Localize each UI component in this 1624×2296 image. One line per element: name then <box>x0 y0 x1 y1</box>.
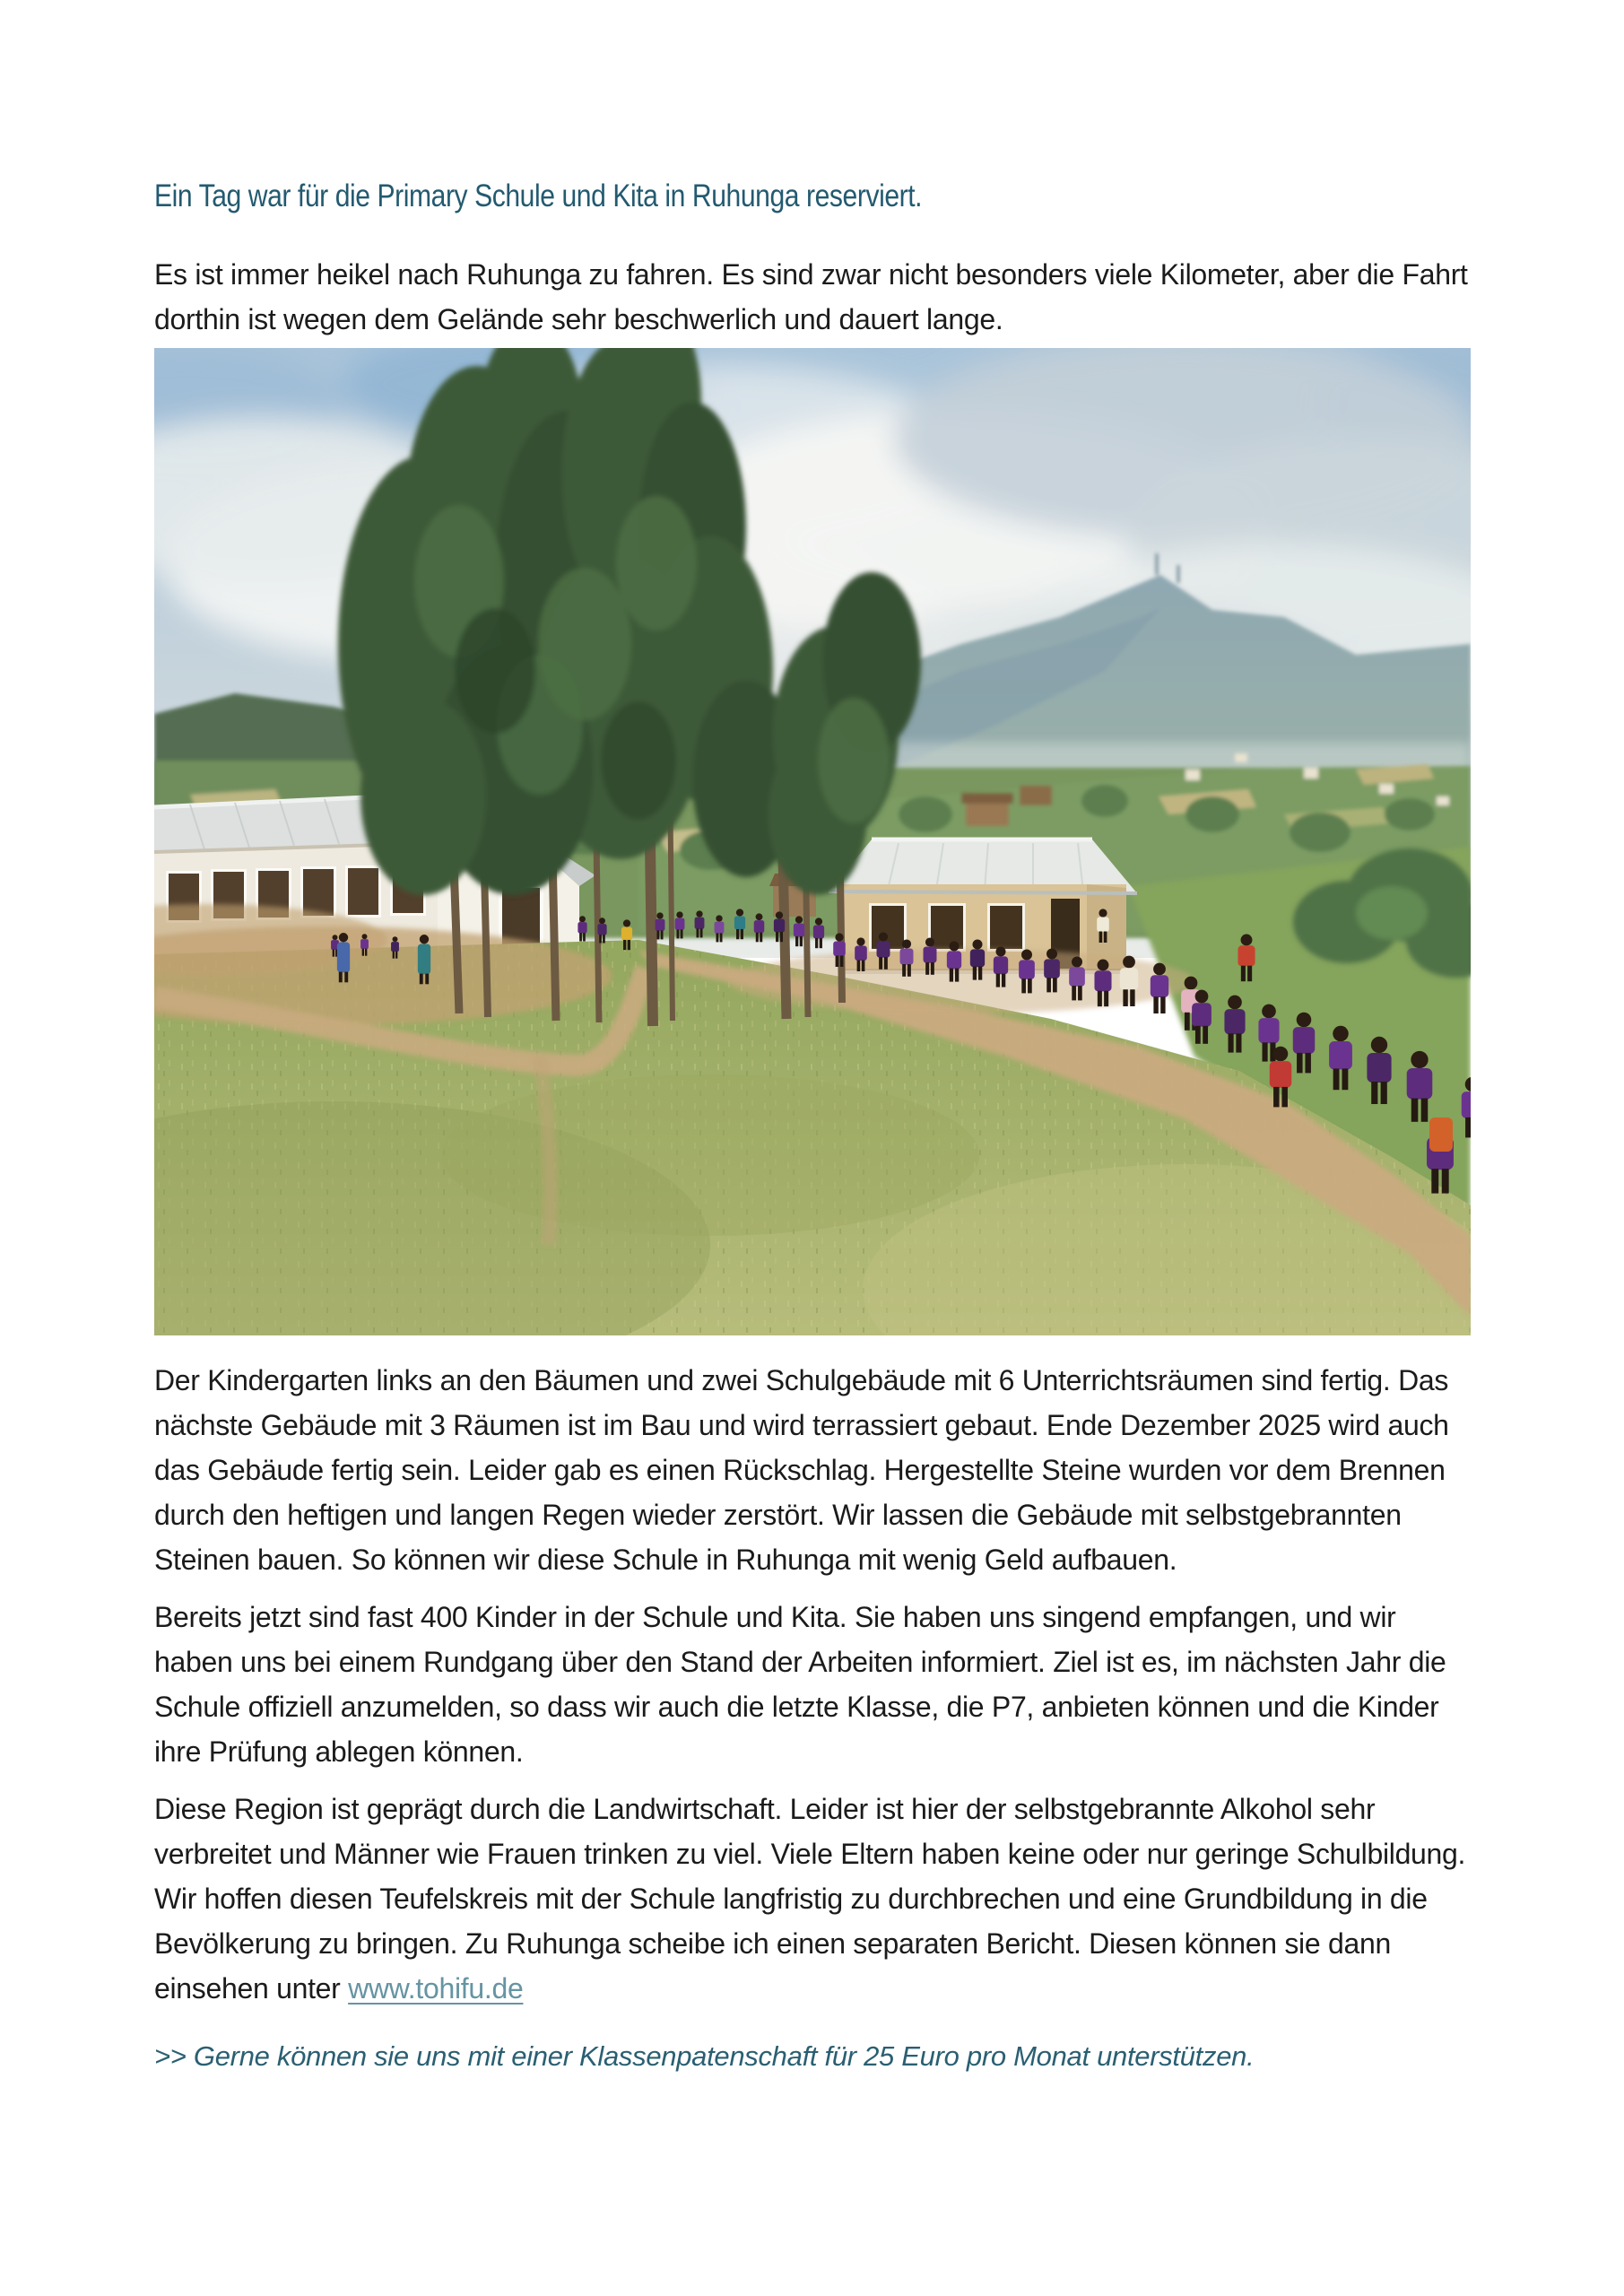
article <box>154 0 1473 2077</box>
page-title: Ein Tag war für die Primary Schule und Kita in Ruhunga reserviert. <box>154 178 923 213</box>
paragraph-buildings: Der Kindergarten links an den Bäumen und zwei Schulgebäude mit 6 Unterrichtsräumen sind fertig. Das nächste Gebäude mit 3 Räumen ist im Bau und wird terrassiert gebaut. Ende Dezember 2025 wird auch das Gebäude fertig sein. Leider gab es einen Rückschlag. Hergestellte Steine wurden vor dem Brennen durch den heftigen und langen Regen wieder zerstört. Wir lassen die Gebäude mit selbstgebrannten Steinen bauen. So können wir diese Schule in Ruhunga mit wenig Geld aufbauen. <box>154 1364 1449 1576</box>
sponsorship-note: >> Gerne können sie uns mit einer Klassenpatenschaft für 25 Euro pro Monat unterstützen. <box>154 2040 1255 2072</box>
paragraph-region <box>154 1787 1473 2011</box>
tohifu-link[interactable]: www.tohifu.de <box>348 1972 524 2005</box>
article-photo <box>154 348 1471 1335</box>
paragraph-region-text: Diese Region ist geprägt durch die Landwirtschaft. Leider ist hier der selbstgebrannte Alkohol sehr verbreitet und Männer wie Frauen trinken zu viel. Viele Eltern haben keine oder nur geringe Schulbildung. Wir hoffen diesen Teufelskreis mit der Schule langfristig zu durchbrechen und eine Grundbildung in die Bevölkerung zu bringen. Zu Ruhunga scheibe ich einen separaten Bericht. Diesen können sie dann einsehen unter <box>154 1793 1466 2005</box>
ruhunga-photo-illustration <box>154 348 1471 1335</box>
paragraph-children: Bereits jetzt sind fast 400 Kinder in der Schule und Kita. Sie haben uns singend empfangen, und wir haben uns bei einem Rundgang über den Stand der Arbeiten informiert. Ziel ist es, im nächsten Jahr die Schule offiziell anzumelden, so dass wir auch die letzte Klasse, die P7, anbieten können und die Kinder ihre Prüfung ablegen können. <box>154 1601 1446 1768</box>
paragraph-intro: Es ist immer heikel nach Ruhunga zu fahren. Es sind zwar nicht besonders viele Kilometer, aber die Fahrt dorthin ist wegen dem Gelände sehr beschwerlich und dauert lange. <box>154 258 1468 335</box>
